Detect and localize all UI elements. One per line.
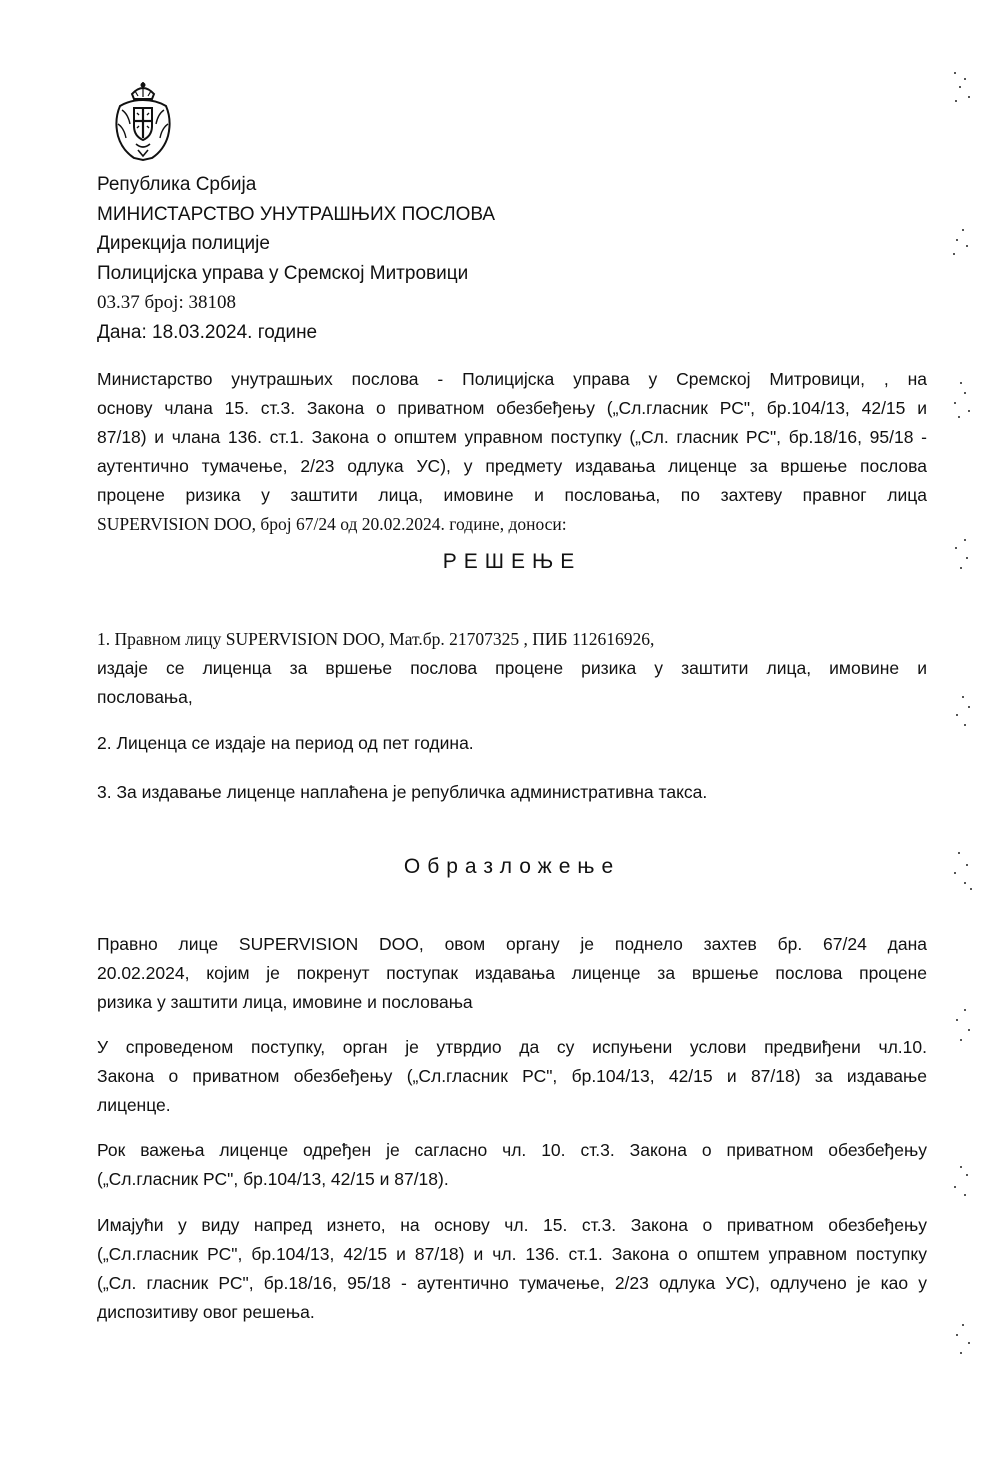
- scan-noise-mark: [950, 380, 980, 420]
- reasoning-line: У спроведеном поступку, орган је утврдио да су испуњени услови предвиђени чл.10.: [97, 1037, 927, 1057]
- decision-item-1: [97, 625, 927, 712]
- intro-line: аутентично тумачење, 2/23 одлука УС), у предмету издавања лиценце за вршење послова: [97, 456, 927, 476]
- intro-line: 87/18) и члана 136. ст.1. Закона о општем управном поступку („Сл. гласник РС", бр.18/16, 95/18 -: [97, 427, 927, 447]
- reasoning-line: диспозитиву овог решења.: [97, 1302, 315, 1322]
- reasoning-heading: Образложење: [403, 855, 621, 878]
- intro-paragraph: [97, 365, 927, 539]
- scan-noise-mark: [950, 1005, 980, 1045]
- reasoning-line: („Сл.гласник РС", бр.104/13, 42/15 и 87/18) и чл. 136. ст.1. Закона о општем управном поступку: [97, 1244, 927, 1264]
- reasoning-line: Закона о приватном обезбеђењу („Сл.гласник РС", бр.104/13, 42/15 и 87/18) за издавање: [97, 1066, 927, 1086]
- header-directorate: Дирекција полиције: [97, 233, 270, 254]
- header-reference-number: 03.37 број: 38108: [97, 292, 236, 313]
- reasoning-paragraph-3: [97, 1136, 927, 1194]
- reasoning-paragraph-4: [97, 1211, 927, 1327]
- reasoning-line: Рок важења лиценце одређен је сагласно чл. 10. ст.3. Закона о приватном обезбеђењу: [97, 1140, 927, 1160]
- decision-item-3: 3. За издавање лиценце наплаћена је републичка административна такса.: [97, 782, 708, 802]
- reasoning-line: 20.02.2024, којим је покренут поступак издавања лиценце за вршење послова процене: [97, 963, 927, 983]
- scan-noise-mark: [950, 225, 980, 265]
- coat-of-arms-icon: [108, 80, 178, 162]
- issuer-header: [97, 170, 797, 347]
- reasoning-line: Имајући у виду напред изнето, на основу чл. 15. ст.3. Закона о приватном обезбеђењу: [97, 1215, 927, 1235]
- reasoning-paragraph-2: [97, 1033, 927, 1120]
- intro-line: основу члана 15. ст.3. Закона о приватном обезбеђењу („Сл.гласник РС", бр.104/13, 42/15 и: [97, 398, 927, 418]
- reasoning-line: („Сл. гласник РС", бр.18/16, 95/18 - аутентично тумачење, 2/23 одлука УС), одлучено је као у: [97, 1273, 927, 1293]
- reasoning-line: лиценце.: [97, 1095, 171, 1115]
- scan-noise-mark: [950, 70, 980, 110]
- scan-noise-mark: [950, 1160, 980, 1200]
- reasoning-line: ризика у заштити лица, имовине и пословања: [97, 992, 473, 1012]
- header-country: Република Србија: [97, 174, 257, 195]
- decision-item-2: 2. Лиценца се издаје на период од пет година.: [97, 733, 474, 753]
- scan-noise-mark: [950, 850, 980, 890]
- decision-item-line: пословања,: [97, 687, 193, 707]
- decision-heading: РЕШЕЊЕ: [442, 550, 582, 573]
- intro-line: Министарство унутрашњих послова - Полицијска управа у Сремској Митровици, , на: [97, 369, 927, 389]
- header-ministry: МИНИСТАРСТВО УНУТРАШЊИХ ПОСЛОВА: [97, 203, 496, 225]
- reasoning-line: („Сл.гласник РС", бр.104/13, 42/15 и 87/18).: [97, 1169, 449, 1189]
- header-date: Дана: 18.03.2024. године: [97, 321, 318, 343]
- decision-item-line: 1. Правном лицу SUPERVISION DOO, Мат.бр. 21707325 , ПИБ 112616926,: [97, 629, 655, 649]
- scan-noise-mark: [950, 690, 980, 730]
- reasoning-line: Правно лице SUPERVISION DOO, овом органу је поднело захтев бр. 67/24 дана: [97, 934, 927, 954]
- decision-item-line: издаје се лиценца за вршење послова процене ризика у заштити лица, имовине и: [97, 658, 927, 678]
- header-police-department: Полицијска управа у Сремској Митровици: [97, 262, 469, 284]
- intro-line: SUPERVISION DOO, број 67/24 од 20.02.2024. године, доноси:: [97, 514, 567, 534]
- reasoning-paragraph-1: [97, 930, 927, 1017]
- scan-noise-mark: [950, 1320, 980, 1360]
- intro-line: процене ризика у заштити лица, имовине и пословања, по захтеву правног лица: [97, 485, 927, 505]
- scan-noise-mark: [950, 535, 980, 575]
